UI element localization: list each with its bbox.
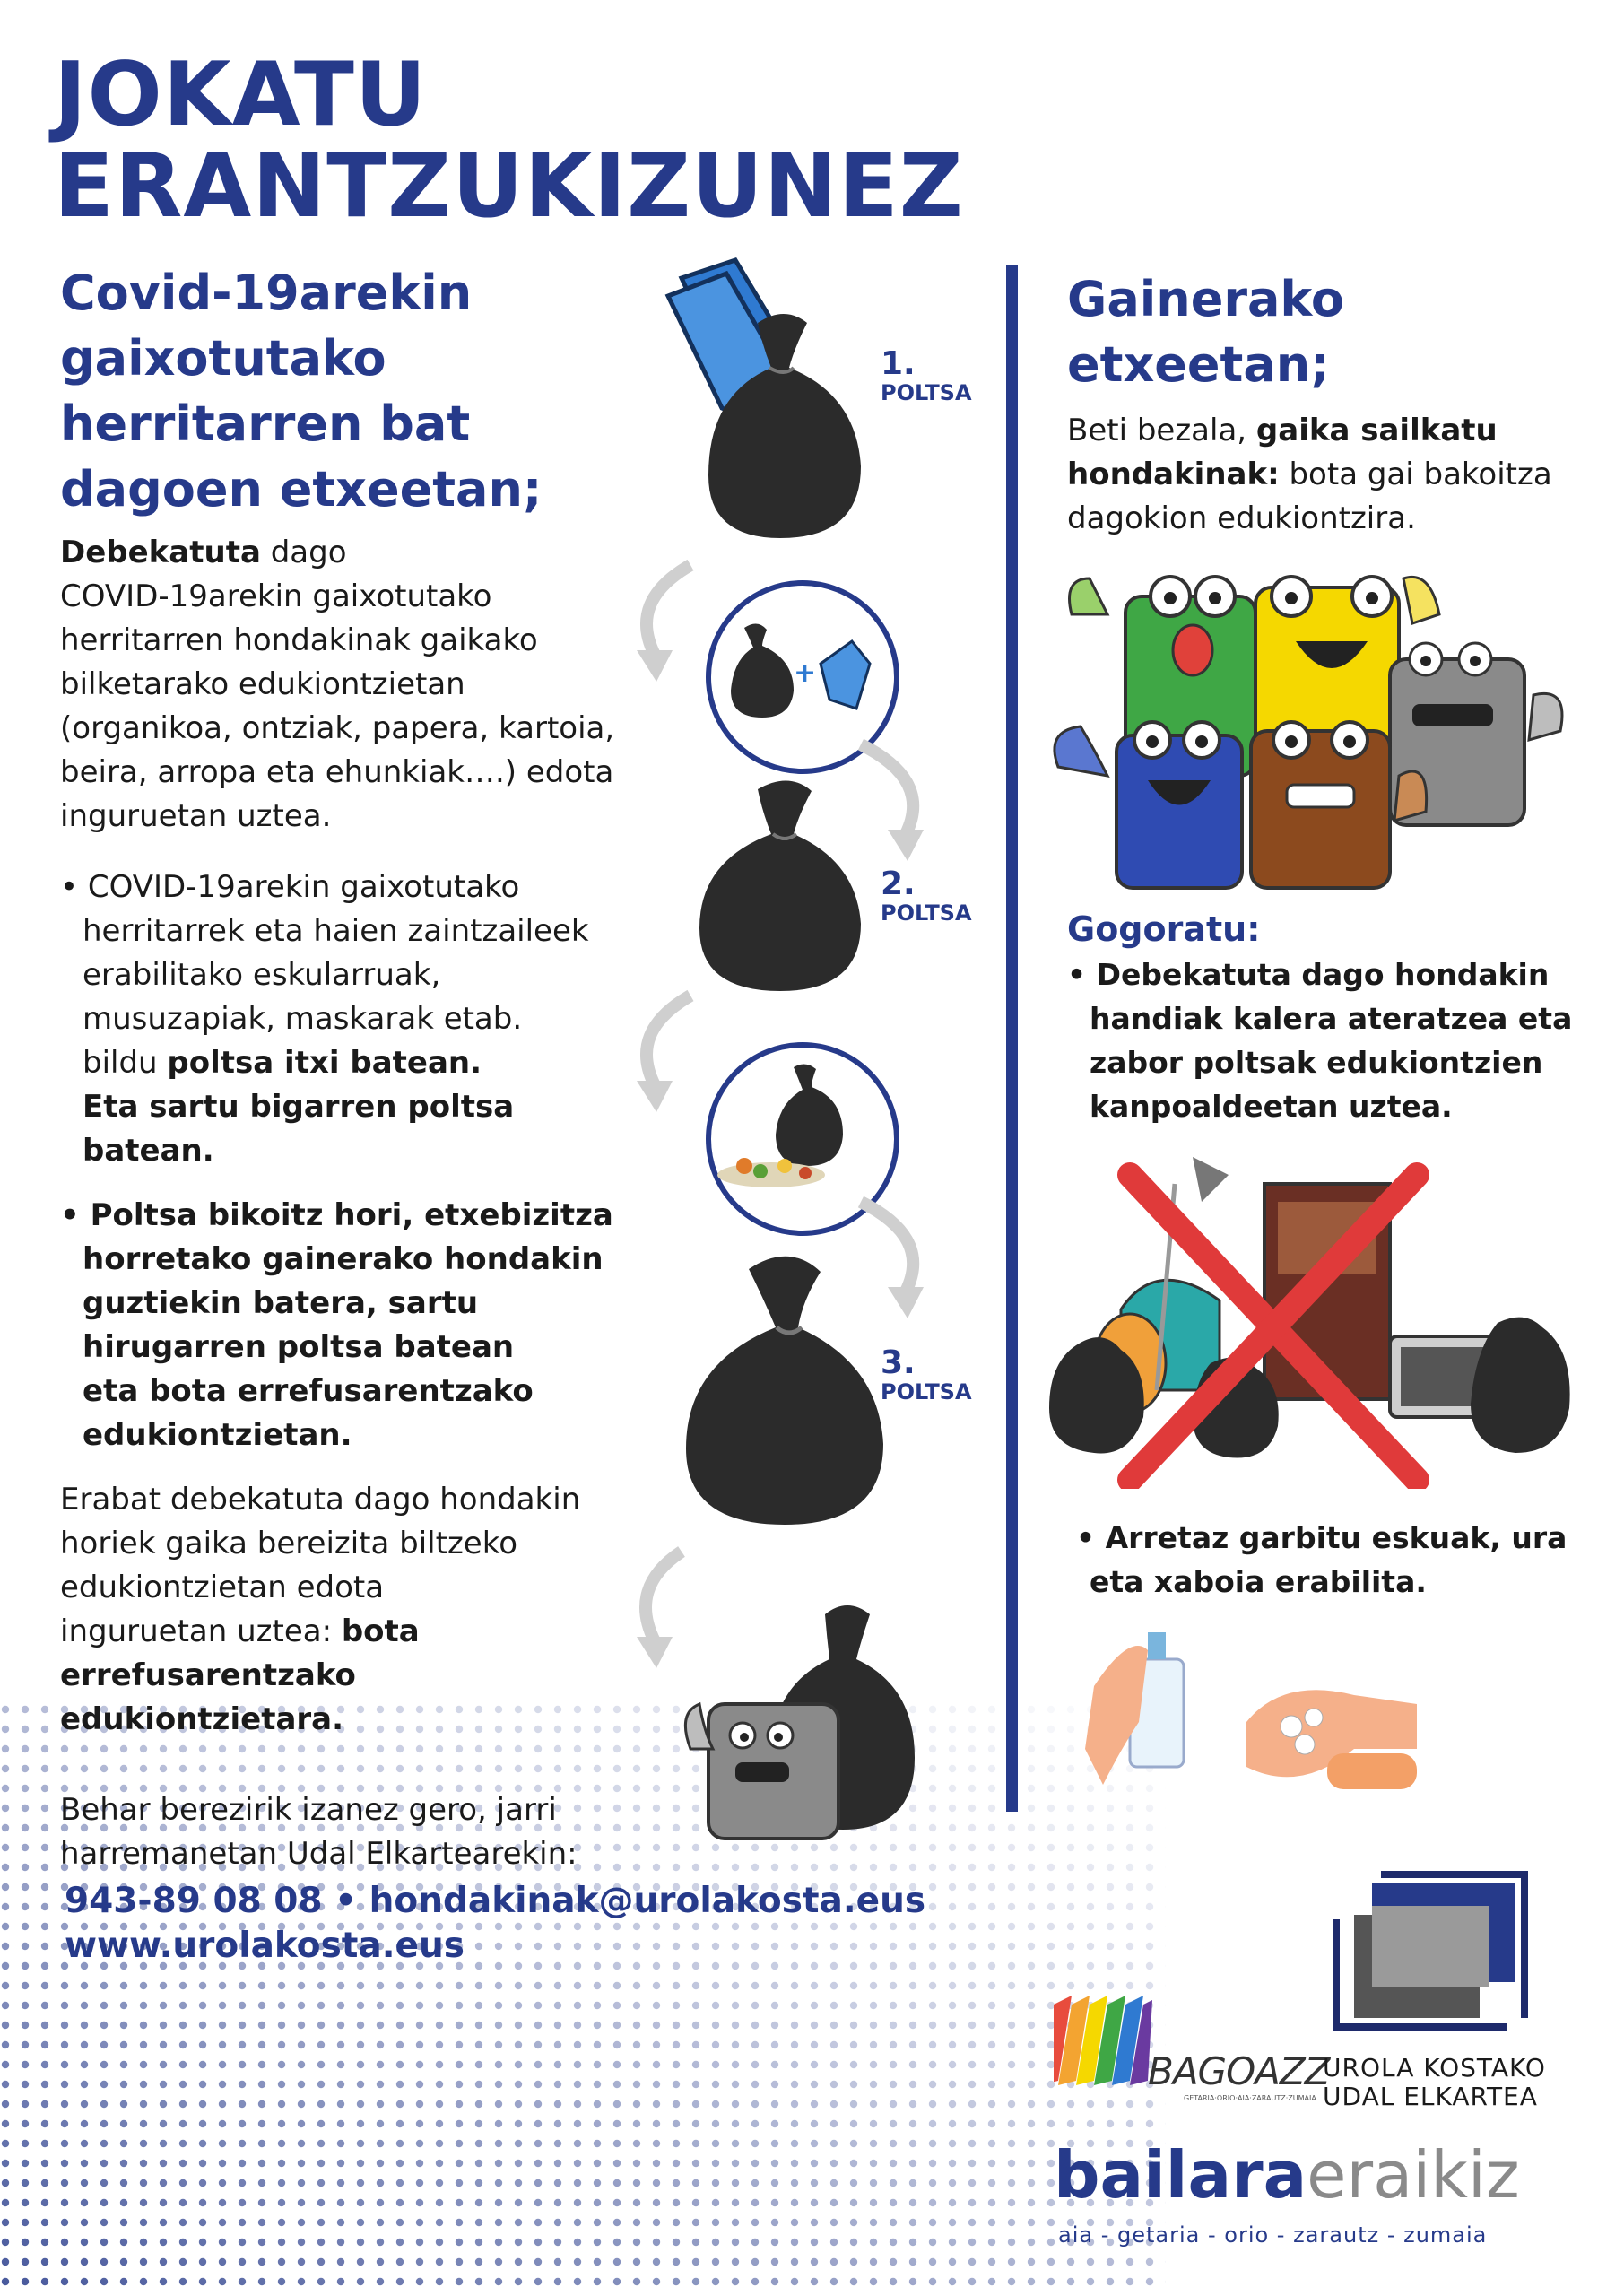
intro-text: Beti bezala, — [1067, 413, 1256, 448]
step-number: 1. — [881, 345, 916, 382]
paragraph-line: herritarren hondakinak gaikako — [60, 622, 538, 658]
left-heading-line: gaixotutako — [60, 330, 386, 387]
prohibition-paragraph — [60, 531, 688, 839]
remember-block — [1067, 906, 1572, 1128]
intro-text: dagokion edukiontzira. — [1067, 500, 1416, 536]
bullet-line: • Poltsa bikoitz hori, etxebizitza — [60, 1197, 613, 1233]
title-line-2: ERANTZUKIZUNEZ — [54, 135, 964, 238]
refuse-container-character — [685, 1605, 915, 1839]
contact-intro-line: harremanetan Udal Elkartearekin: — [60, 1836, 578, 1872]
bullet-line: hirugarren poltsa batean — [83, 1329, 515, 1365]
urola-kosta-logo-icon — [1318, 1866, 1533, 2045]
left-heading — [60, 260, 616, 522]
right-heading-line: etxeetan; — [1067, 336, 1330, 393]
eraikiz-word: eraikiz — [1307, 2137, 1520, 2213]
paragraph-line: (organikoa, ontziak, papera, kartoia, — [60, 710, 615, 746]
bullet-line: herritarrek eta haien zaintzaileek — [83, 913, 589, 949]
bullet-line: edukiontzietan. — [83, 1417, 352, 1453]
paragraph-line: inguruetan uztea: — [60, 1613, 342, 1649]
left-heading-line: herritarren bat — [60, 396, 471, 452]
step-3-label — [881, 1344, 972, 1405]
curved-arrow-icon — [861, 744, 924, 861]
urola-line-2: UDAL ELKARTEA — [1323, 2082, 1538, 2111]
towns-list: aia - getaria - orio - zarautz - zumaia — [1058, 2222, 1488, 2248]
title-line-1: JOKATU — [54, 44, 428, 146]
remember-line: kanpoaldeetan uztea. — [1090, 1089, 1453, 1124]
curved-arrow-icon — [637, 565, 690, 682]
bailara-word: bailara — [1054, 2137, 1307, 2213]
svg-text:+: + — [794, 657, 817, 689]
prohibition-rest: dago — [260, 535, 347, 570]
sorting-containers-illustration — [1045, 561, 1601, 892]
step-label: POLTSA — [881, 1379, 972, 1405]
step-2-label — [881, 865, 972, 926]
page-title — [54, 44, 964, 238]
bullet-bold: batean. — [83, 1133, 214, 1169]
right-heading-line: Gainerako — [1067, 271, 1344, 327]
bag-3-icon — [686, 1257, 883, 1525]
remember-title: Gogoratu: — [1067, 909, 1261, 949]
remember-line: zabor poltsak edukiontzien — [1090, 1045, 1543, 1080]
website-link[interactable]: www.urolakosta.eus — [65, 1926, 465, 1966]
bag-steps-illustration — [601, 242, 995, 1848]
hand-wash-reminder — [1076, 1516, 1567, 1604]
step-label: POLTSA — [881, 380, 972, 405]
urola-line-1: UROLA KOSTAKO — [1323, 2053, 1546, 2083]
bullet-line: bildu — [83, 1045, 168, 1081]
prohibition-bold: Debekatuta — [60, 535, 261, 570]
bullet-line: horretako gainerako hondakin — [83, 1241, 604, 1277]
paragraph-line: inguruetan uztea. — [60, 798, 332, 834]
paragraph-bold: bota — [341, 1613, 420, 1649]
wash-line: • Arretaz garbitu eskuak, ura — [1076, 1520, 1568, 1555]
curved-arrow-icon — [637, 1552, 682, 1668]
bullet-first-bag — [60, 865, 688, 1173]
remember-line: • Debekatuta dago hondakin — [1067, 957, 1550, 992]
paragraph-bold: edukiontzietara. — [60, 1701, 344, 1737]
no-bulky-waste-illustration — [1040, 1148, 1596, 1489]
bullet-line: erabilitako eskularruak, — [83, 957, 441, 993]
right-intro — [1067, 409, 1605, 541]
bagoazz-logo-text: BAGOAZZ — [1148, 2049, 1330, 2093]
step-label: POLTSA — [881, 900, 972, 926]
bullet-line: • COVID-19arekin gaixotutako — [60, 869, 520, 905]
final-prohibition-paragraph — [60, 1478, 688, 1742]
paragraph-line: beira, arropa eta ehunkiak….) edota — [60, 754, 614, 790]
paragraph-line: edukiontzietan edota — [60, 1570, 385, 1605]
remember-line: handiak kalera ateratzea eta — [1090, 1001, 1573, 1036]
left-heading-line: Covid-19arekin — [60, 265, 473, 321]
intro-bold: gaika sailkatu — [1255, 413, 1498, 448]
step-number: 2. — [881, 865, 916, 902]
bullet-third-bag — [60, 1194, 688, 1457]
paragraph-line: horiek gaika bereizita biltzeko — [60, 1526, 517, 1561]
paragraph-line: Erabat debekatuta dago hondakin — [60, 1482, 581, 1518]
bullet-line: musuzapiak, maskarak etab. — [83, 1001, 523, 1037]
paragraph-line: bilketarako edukiontzietan — [60, 666, 465, 702]
contact-phone-email[interactable]: 943-89 08 08 • hondakinak@urolakosta.eus — [65, 1881, 926, 1921]
contact-intro-line: Behar berezirik izanez gero, jarri — [60, 1792, 557, 1828]
bailara-eraikiz-logo — [1054, 2139, 1520, 2211]
step-number: 3. — [881, 1344, 916, 1381]
wash-line: eta xaboia erabilita. — [1090, 1564, 1427, 1599]
urola-kosta-logo-text — [1323, 2054, 1546, 2111]
curved-arrow-icon — [637, 996, 690, 1112]
bagoazz-stripes-logo — [1054, 1996, 1152, 2085]
column-divider — [1006, 265, 1018, 1812]
bullet-bold: poltsa itxi batean. — [167, 1045, 482, 1081]
curved-arrow-icon — [861, 1202, 924, 1318]
left-heading-line: dagoen etxeetan; — [60, 461, 543, 517]
bullet-line: guztiekin batera, sartu — [83, 1285, 479, 1321]
bullet-bold: Eta sartu bigarren poltsa — [83, 1089, 515, 1125]
paragraph-bold: errefusarentzako — [60, 1657, 356, 1693]
hand-washing-illustration — [1085, 1614, 1426, 1821]
bag-2-icon — [699, 780, 861, 991]
bullet-line: eta bota errefusarentzako — [83, 1373, 534, 1409]
bagoazz-subtitle: GETARIA·ORIO·AIA·ZARAUTZ·ZUMAIA — [1184, 2094, 1316, 2102]
step-1-label — [881, 345, 972, 405]
intro-text: bota gai bakoitza — [1279, 457, 1552, 492]
intro-bold: hondakinak: — [1067, 457, 1280, 492]
right-heading — [1067, 266, 1344, 397]
paragraph-line: COVID-19arekin gaixotutako — [60, 578, 492, 614]
